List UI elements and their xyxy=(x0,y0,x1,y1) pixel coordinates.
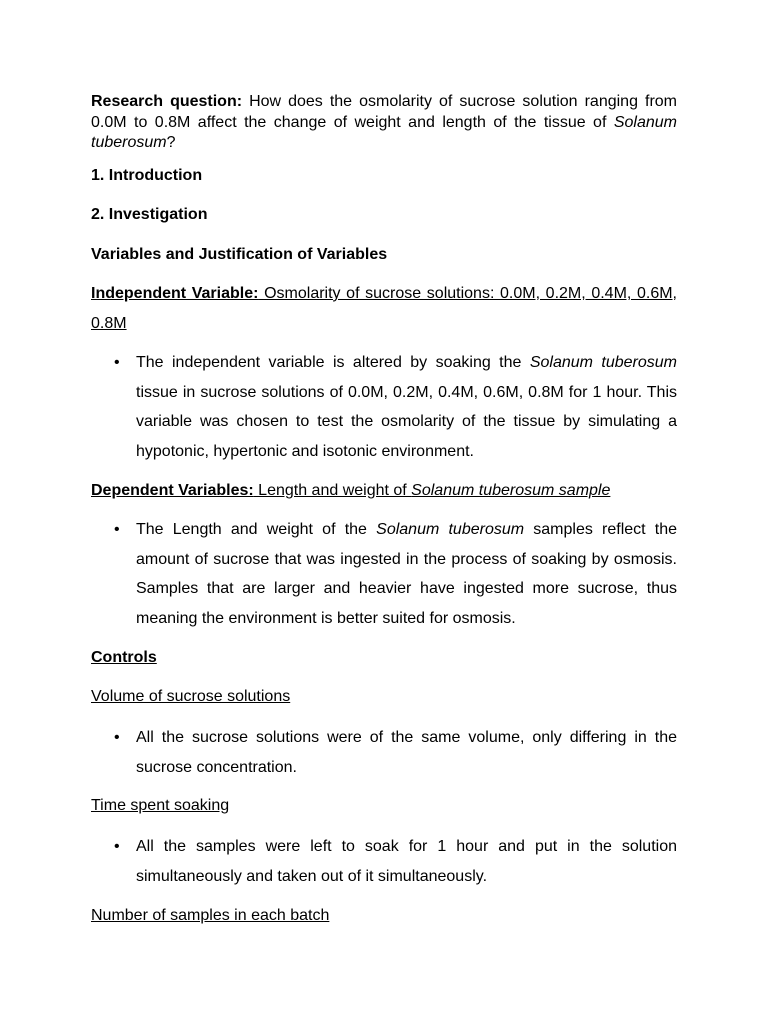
dependent-bullet-post: samples reflect the amount of sucrose that was ingested in the process of soaking by osmosis. Samples that are larger and heavier have ingested more sucrose, thus meaning the environment is better suited for osmosis. xyxy=(136,521,678,627)
dependent-variables-text: Length and weight of xyxy=(253,482,412,499)
bullet-glyph: • xyxy=(114,729,120,746)
control-time-text: All the samples were left to soak for 1 hour and put in the solution simultaneously and taken out of it simultaneously. xyxy=(136,838,677,885)
bullet-glyph: • xyxy=(114,354,120,371)
dependent-variables xyxy=(91,476,677,506)
bullet-glyph: • xyxy=(114,521,120,538)
research-question-label: Research question: xyxy=(91,93,243,110)
control-time-bullet xyxy=(114,832,677,891)
dependent-variables-label: Dependent Variables: xyxy=(91,482,254,499)
research-question-species: Solanum tuberosum xyxy=(91,113,677,151)
dependent-variables-species: Solanum tuberosum sample xyxy=(411,482,611,499)
control-volume-text: All the sucrose solutions were of the same volume, only differing in the sucrose concentration. xyxy=(136,729,677,776)
independent-variable xyxy=(91,279,677,338)
heading-investigation: 2. Investigation xyxy=(91,206,208,223)
heading-introduction: 1. Introduction xyxy=(91,167,203,184)
research-question-end: ? xyxy=(166,134,176,151)
independent-variable-label: Independent Variable: xyxy=(91,285,259,302)
control-samples-heading: Number of samples in each batch xyxy=(91,907,330,924)
independent-bullet-species: Solanum tuberosum xyxy=(529,354,678,371)
heading-controls: Controls xyxy=(91,649,157,666)
research-question-text: How does the osmolarity of sucrose solution ranging from 0.0M to 0.8M affect the change of weight and length of the tissue of xyxy=(91,93,678,131)
research-question xyxy=(91,92,677,154)
control-volume-heading: Volume of sucrose solutions xyxy=(91,688,291,705)
independent-bullet-post: tissue in sucrose solutions of 0.0M, 0.2M, 0.4M, 0.6M, 0.8M for 1 hour. This variable was chosen to test the osmolarity of the tissue by simulating a hypotonic, hypertonic and isotonic environment. xyxy=(136,383,677,460)
control-time-heading: Time spent soaking xyxy=(91,797,230,814)
dependent-variables-bullet xyxy=(114,515,678,633)
independent-bullet-pre: The independent variable is altered by soaking the xyxy=(136,354,530,371)
dependent-bullet-species: Solanum tuberosum xyxy=(376,521,525,538)
control-volume-bullet xyxy=(114,723,677,782)
independent-variable-bullet xyxy=(114,348,678,466)
bullet-glyph: • xyxy=(114,838,120,855)
heading-variables: Variables and Justification of Variables xyxy=(91,246,388,263)
dependent-bullet-pre: The Length and weight of the xyxy=(136,521,377,538)
independent-variable-text: Osmolarity of sucrose solutions: 0.0M, 0.2M, 0.4M, 0.6M, 0.8M xyxy=(91,285,677,332)
